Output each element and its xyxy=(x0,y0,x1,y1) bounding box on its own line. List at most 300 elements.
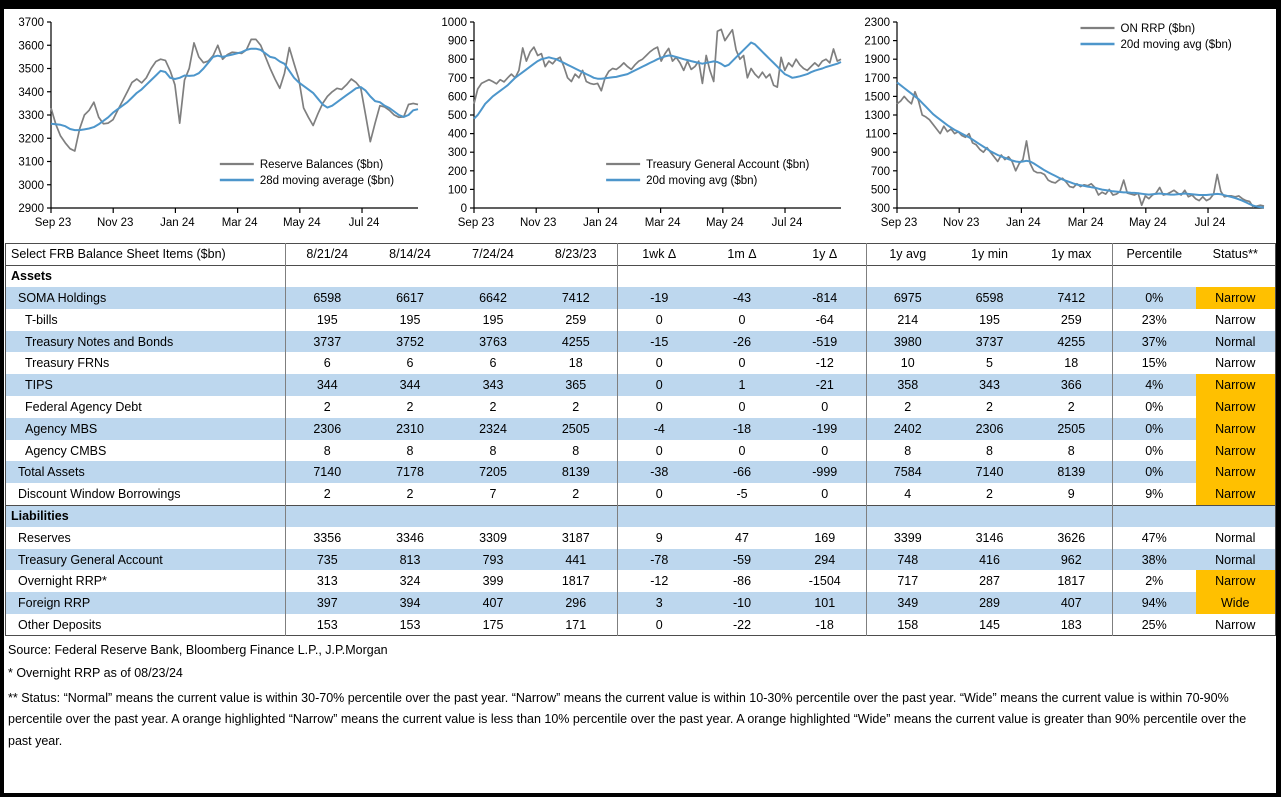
value-cell xyxy=(784,265,867,287)
value-cell xyxy=(949,265,1031,287)
value-cell: 399 xyxy=(482,574,504,589)
balance-sheet-table xyxy=(5,243,1276,636)
value-cell: 7140 xyxy=(286,461,369,483)
value-cell: 47 xyxy=(735,530,749,545)
value-cell: -18 xyxy=(815,617,834,632)
y-tick-label: 3700 xyxy=(18,17,44,29)
y-tick-label: 1500 xyxy=(864,91,890,104)
value-cell: 2306 xyxy=(286,418,369,440)
row-label: Federal Agency Debt xyxy=(25,399,142,414)
x-tick-label: Nov 23 xyxy=(942,217,980,229)
x-tick-label: Jan 24 xyxy=(583,217,618,229)
value-cell: 9 xyxy=(618,527,701,549)
value-cell: 344 xyxy=(369,374,452,396)
y-tick-label: 700 xyxy=(447,72,467,85)
value-cell: 3737 xyxy=(949,331,1031,353)
value-cell: 8 xyxy=(867,440,949,462)
header-1y-max: 1y max xyxy=(1051,247,1092,262)
x-tick-label: Sep 23 xyxy=(880,217,918,229)
legend-label: Reserve Balances ($bn) xyxy=(259,159,384,171)
value-cell: 8 xyxy=(572,443,580,458)
x-tick-label: May 24 xyxy=(282,217,321,229)
table-row xyxy=(6,614,1276,636)
value-cell: 3146 xyxy=(975,530,1004,545)
value-cell: -15 xyxy=(618,331,701,353)
value-cell: -64 xyxy=(815,312,834,327)
header-1wk-delta: 1wk Δ xyxy=(618,244,701,266)
value-cell xyxy=(286,505,369,527)
value-cell xyxy=(618,265,701,287)
row-label: Discount Window Borrowings xyxy=(18,486,181,501)
value-cell: 8 xyxy=(406,443,414,458)
value-cell: 2505 xyxy=(1031,418,1113,440)
status-cell: Narrow xyxy=(1215,617,1256,632)
value-cell: 18 xyxy=(568,356,583,371)
value-cell: 349 xyxy=(867,592,949,614)
value-cell: 366 xyxy=(1031,374,1113,396)
table-row xyxy=(6,461,1276,483)
value-cell: 2402 xyxy=(867,418,949,440)
value-cell: 397 xyxy=(286,592,369,614)
value-cell: 3356 xyxy=(286,527,369,549)
value-cell: 158 xyxy=(867,614,949,636)
row-label: T-bills xyxy=(25,312,58,327)
value-cell: 5 xyxy=(986,356,993,371)
value-cell xyxy=(369,265,452,287)
value-cell: 717 xyxy=(867,570,949,592)
legend-label: 20d moving avg ($bn) xyxy=(646,175,758,187)
table-row xyxy=(6,331,1276,353)
legend-label: Treasury General Account ($bn) xyxy=(646,159,810,171)
y-tick-label: 800 xyxy=(447,54,467,67)
value-cell: 0 xyxy=(618,483,701,505)
value-cell: 0 xyxy=(738,443,746,458)
value-cell: -59 xyxy=(701,549,784,571)
value-cell xyxy=(784,505,867,527)
status-cell xyxy=(1196,505,1276,527)
value-cell: 1817 xyxy=(561,574,590,589)
value-cell: 793 xyxy=(452,549,535,571)
value-cell: 1 xyxy=(701,374,784,396)
value-cell: 3737 xyxy=(286,331,369,353)
x-tick-label: Mar 24 xyxy=(221,217,258,229)
row-label: Other Deposits xyxy=(18,617,102,632)
value-cell: 6598 xyxy=(949,287,1031,309)
value-cell: 2 xyxy=(286,396,369,418)
row-label: Overnight RRP* xyxy=(18,574,107,589)
y-tick-label: 3100 xyxy=(18,156,44,169)
value-cell: 0 xyxy=(618,352,701,374)
percentile-cell: 0% xyxy=(1113,396,1196,418)
row-label: Treasury General Account xyxy=(6,549,286,571)
table-row xyxy=(6,352,1276,374)
value-cell: 8 xyxy=(986,443,993,458)
y-tick-label: 500 xyxy=(447,110,467,122)
status-cell: Normal xyxy=(1215,530,1256,545)
value-cell xyxy=(949,505,1031,527)
x-tick-label: May 24 xyxy=(1128,217,1167,229)
value-cell: 4255 xyxy=(1031,331,1113,353)
x-tick-label: Jul 24 xyxy=(771,217,803,229)
value-cell: 358 xyxy=(867,374,949,396)
value-cell: 7412 xyxy=(1031,287,1113,309)
value-cell: 3626 xyxy=(1057,530,1086,545)
y-tick-label: 1700 xyxy=(864,72,890,85)
value-cell: 4 xyxy=(867,483,949,505)
value-cell: 6 xyxy=(286,352,369,374)
value-cell: 313 xyxy=(286,570,369,592)
value-cell: 3763 xyxy=(452,331,535,353)
value-cell: 2 xyxy=(572,486,580,501)
value-cell: -999 xyxy=(784,461,867,483)
status-cell: Narrow xyxy=(1196,374,1276,396)
row-label: SOMA Holdings xyxy=(6,287,286,309)
y-tick-label: 3600 xyxy=(18,40,44,53)
value-cell: 2306 xyxy=(949,418,1031,440)
legend-label: 28d moving average ($bn) xyxy=(259,175,395,187)
status-cell: Narrow xyxy=(1196,287,1276,309)
value-cell xyxy=(701,505,784,527)
value-cell: -43 xyxy=(701,287,784,309)
value-cell xyxy=(1031,505,1113,527)
value-cell: 0 xyxy=(821,399,829,414)
row-label: Agency MBS xyxy=(6,418,286,440)
status-cell: Narrow xyxy=(1196,483,1276,505)
x-tick-label: Sep 23 xyxy=(34,217,72,229)
y-tick-label: 3400 xyxy=(18,86,44,99)
value-cell: 287 xyxy=(979,574,1000,589)
value-cell: 2505 xyxy=(535,418,618,440)
chart-svg-1 xyxy=(428,10,851,238)
value-cell: 8 xyxy=(1067,443,1075,458)
value-cell: 962 xyxy=(1031,549,1113,571)
table-row xyxy=(6,440,1276,462)
value-cell: 3 xyxy=(618,592,701,614)
percentile-cell: 25% xyxy=(1113,614,1196,636)
status-cell: Wide xyxy=(1196,592,1276,614)
header-1m-delta: 1m Δ xyxy=(727,247,757,262)
table-row xyxy=(6,396,1276,418)
percentile-cell xyxy=(1113,265,1196,287)
header-1y-avg: 1y avg xyxy=(867,244,949,266)
series-line xyxy=(897,82,1264,207)
status-definition-note: ** Status: “Normal” means the current value is within 30-70% percentile over the past year. “Narrow” means the current value is within 10-30% percentile over the past year. “Wide” means the current value is within 70-90% percentile over the past year. A orange highlighted “Narrow” means the current value is less than 10% percentile over the past year. A orange highlighted “Wide” means the current value is greater than 90% percentile over the past year. xyxy=(8,690,1247,749)
percentile-cell: 0% xyxy=(1113,440,1196,462)
value-cell: 394 xyxy=(369,592,452,614)
value-cell: 6642 xyxy=(452,287,535,309)
value-cell: 735 xyxy=(286,549,369,571)
value-cell: 7412 xyxy=(535,287,618,309)
value-cell: 416 xyxy=(949,549,1031,571)
table-row xyxy=(6,287,1276,309)
y-tick-label: 500 xyxy=(870,184,890,197)
header-date-1: 8/21/24 xyxy=(286,244,369,266)
chart-svg-2 xyxy=(851,10,1274,238)
value-cell: -12 xyxy=(618,570,701,592)
header-1y-min: 1y min xyxy=(971,247,1008,262)
y-tick-label: 400 xyxy=(447,128,467,141)
value-cell: 2 xyxy=(489,399,497,414)
y-tick-label: 2300 xyxy=(864,17,890,29)
header-status: Status** xyxy=(1212,247,1258,262)
value-cell: -21 xyxy=(784,374,867,396)
status-cell: Narrow xyxy=(1196,418,1276,440)
value-cell: 2 xyxy=(986,486,993,501)
status-cell: Narrow xyxy=(1196,440,1276,462)
value-cell: 195 xyxy=(399,312,421,327)
header-1y-delta: 1y Δ xyxy=(812,247,838,262)
charts-row xyxy=(5,10,1276,240)
value-cell: 407 xyxy=(452,592,535,614)
status-cell: Narrow xyxy=(1196,461,1276,483)
value-cell: -19 xyxy=(618,287,701,309)
value-cell: 365 xyxy=(535,374,618,396)
value-cell xyxy=(618,505,701,527)
value-cell: 289 xyxy=(949,592,1031,614)
value-cell: 0 xyxy=(738,356,746,371)
source-note: Source: Federal Reserve Bank, Bloomberg Finance L.P., J.P.Morgan xyxy=(8,643,388,658)
value-cell: 18 xyxy=(1064,356,1079,371)
value-cell: 0 xyxy=(618,374,701,396)
value-cell: 0 xyxy=(821,486,829,501)
row-label: Total Assets xyxy=(6,461,286,483)
value-cell xyxy=(286,265,369,287)
table-row xyxy=(6,549,1276,571)
value-cell: 0 xyxy=(738,399,746,414)
y-tick-label: 1900 xyxy=(864,54,890,67)
value-cell: 2 xyxy=(986,399,993,414)
value-cell: 3187 xyxy=(561,530,590,545)
x-tick-label: Jan 24 xyxy=(1006,217,1041,229)
x-tick-label: Jul 24 xyxy=(1194,217,1226,229)
value-cell: 3752 xyxy=(369,331,452,353)
value-cell xyxy=(452,505,535,527)
row-label: Treasury FRNs xyxy=(25,356,110,371)
value-cell: 2 xyxy=(406,486,414,501)
y-tick-label: 1100 xyxy=(865,128,890,141)
table-row xyxy=(6,418,1276,440)
table-row xyxy=(6,592,1276,614)
value-cell: -18 xyxy=(701,418,784,440)
row-label: Assets xyxy=(11,269,52,284)
value-cell: 343 xyxy=(949,374,1031,396)
value-cell: 195 xyxy=(979,312,1000,327)
value-cell: 4255 xyxy=(535,331,618,353)
chart-on-rrp xyxy=(851,10,1274,238)
value-cell: 2 xyxy=(1067,399,1075,414)
value-cell xyxy=(701,265,784,287)
series-line xyxy=(897,92,1264,207)
value-cell: -66 xyxy=(701,461,784,483)
y-tick-label: 0 xyxy=(460,203,467,215)
table-header-row xyxy=(6,244,1276,266)
value-cell: 0 xyxy=(618,440,701,462)
value-cell: -10 xyxy=(701,592,784,614)
value-cell: -78 xyxy=(618,549,701,571)
value-cell: 2 xyxy=(572,399,580,414)
status-cell xyxy=(1196,265,1276,287)
percentile-cell xyxy=(1113,505,1196,527)
value-cell: 153 xyxy=(399,617,421,632)
value-cell: -814 xyxy=(784,287,867,309)
value-cell: 7178 xyxy=(369,461,452,483)
value-cell: 6617 xyxy=(369,287,452,309)
table-row xyxy=(6,570,1276,592)
value-cell: 7140 xyxy=(949,461,1031,483)
value-cell: 9 xyxy=(1067,486,1075,501)
value-cell: -1504 xyxy=(808,574,841,589)
y-tick-label: 3000 xyxy=(18,179,44,192)
value-cell: 344 xyxy=(286,374,369,396)
y-tick-label: 600 xyxy=(447,91,467,104)
header-percentile: Percentile xyxy=(1113,244,1196,266)
value-cell: 7 xyxy=(489,486,497,501)
percentile-cell: 47% xyxy=(1113,527,1196,549)
value-cell: -38 xyxy=(618,461,701,483)
value-cell: 3399 xyxy=(867,527,949,549)
value-cell: 8 xyxy=(489,443,497,458)
y-tick-label: 300 xyxy=(870,203,890,215)
row-label: Liabilities xyxy=(6,505,286,527)
value-cell: 145 xyxy=(979,617,1000,632)
y-tick-label: 100 xyxy=(447,184,467,197)
value-cell: 2 xyxy=(867,396,949,418)
chart-svg-0 xyxy=(5,10,428,238)
footnotes xyxy=(5,636,1276,753)
value-cell: 296 xyxy=(535,592,618,614)
value-cell: -26 xyxy=(701,331,784,353)
x-tick-label: Mar 24 xyxy=(1067,217,1104,229)
x-tick-label: Sep 23 xyxy=(457,217,495,229)
value-cell: 6 xyxy=(489,356,497,371)
value-cell: 1817 xyxy=(1057,574,1086,589)
table-row xyxy=(6,309,1276,331)
value-cell xyxy=(535,265,618,287)
value-cell: 195 xyxy=(482,312,504,327)
value-cell: -22 xyxy=(732,617,752,632)
value-cell xyxy=(867,265,949,287)
value-cell: -86 xyxy=(732,574,752,589)
y-tick-label: 2100 xyxy=(864,35,890,48)
row-label: Foreign RRP xyxy=(6,592,286,614)
value-cell: 0 xyxy=(821,443,829,458)
y-tick-label: 3300 xyxy=(18,110,44,122)
row-label: Agency CMBS xyxy=(25,443,107,458)
x-tick-label: Nov 23 xyxy=(96,217,134,229)
value-cell: 3346 xyxy=(396,530,424,545)
header-items-label: Select FRB Balance Sheet Items ($bn) xyxy=(11,247,226,262)
x-tick-label: Jul 24 xyxy=(348,217,380,229)
y-tick-label: 300 xyxy=(447,147,467,160)
y-tick-label: 700 xyxy=(870,165,890,178)
value-cell: 153 xyxy=(286,614,369,636)
status-cell: Narrow xyxy=(1215,356,1256,371)
value-cell: 324 xyxy=(399,574,421,589)
value-cell: 8139 xyxy=(1031,461,1113,483)
status-cell: Narrow xyxy=(1215,312,1256,327)
value-cell: 7205 xyxy=(452,461,535,483)
percentile-cell: 9% xyxy=(1113,483,1196,505)
value-cell: 259 xyxy=(1060,312,1082,327)
percentile-cell: 0% xyxy=(1113,418,1196,440)
row-label: Reserves xyxy=(18,530,71,545)
value-cell: 407 xyxy=(1031,592,1113,614)
y-tick-label: 200 xyxy=(447,165,467,178)
value-cell: 3980 xyxy=(867,331,949,353)
value-cell: 6 xyxy=(406,356,414,371)
value-cell xyxy=(867,505,949,527)
value-cell: 195 xyxy=(286,309,369,331)
value-cell: 7584 xyxy=(867,461,949,483)
value-cell: 10 xyxy=(867,352,949,374)
percentile-cell: 38% xyxy=(1113,549,1196,571)
percentile-cell: 0% xyxy=(1113,287,1196,309)
header-date-3: 7/24/24 xyxy=(472,247,514,262)
value-cell: 0 xyxy=(738,312,746,327)
value-cell: 2310 xyxy=(369,418,452,440)
value-cell: 169 xyxy=(814,530,836,545)
table-row xyxy=(6,374,1276,396)
percentile-cell: 23% xyxy=(1113,309,1196,331)
value-cell: 441 xyxy=(535,549,618,571)
value-cell: 0 xyxy=(618,396,701,418)
value-cell: 6598 xyxy=(286,287,369,309)
x-tick-label: Mar 24 xyxy=(644,217,681,229)
header-date-2: 8/14/24 xyxy=(389,247,431,262)
value-cell: -12 xyxy=(815,356,834,371)
value-cell: 259 xyxy=(565,312,587,327)
percentile-cell: 2% xyxy=(1113,570,1196,592)
y-tick-label: 900 xyxy=(447,35,467,48)
value-cell: 8 xyxy=(286,440,369,462)
table-row xyxy=(6,527,1276,549)
percentile-cell: 94% xyxy=(1113,592,1196,614)
y-tick-label: 2900 xyxy=(18,203,44,215)
value-cell: -199 xyxy=(784,418,867,440)
chart-treasury-general-account xyxy=(428,10,851,238)
x-tick-label: Nov 23 xyxy=(519,217,557,229)
value-cell: -5 xyxy=(736,486,748,501)
section-row xyxy=(6,265,1276,287)
value-cell: 101 xyxy=(784,592,867,614)
y-tick-label: 3500 xyxy=(18,63,44,76)
value-cell: 171 xyxy=(565,617,587,632)
value-cell: 813 xyxy=(369,549,452,571)
percentile-cell: 4% xyxy=(1113,374,1196,396)
value-cell: 2 xyxy=(406,399,414,414)
header-date-4: 8/23/23 xyxy=(554,247,597,262)
chart-reserve-balances xyxy=(5,10,428,238)
value-cell xyxy=(535,505,618,527)
y-tick-label: 1300 xyxy=(864,110,890,122)
value-cell xyxy=(369,505,452,527)
percentile-cell: 37% xyxy=(1113,331,1196,353)
status-cell: Narrow xyxy=(1196,396,1276,418)
section-row xyxy=(6,505,1276,527)
value-cell: 294 xyxy=(784,549,867,571)
legend-label: 20d moving avg ($bn) xyxy=(1120,39,1232,51)
value-cell: 2324 xyxy=(452,418,535,440)
series-line xyxy=(51,39,418,151)
value-cell: 183 xyxy=(1060,617,1082,632)
value-cell xyxy=(1031,265,1113,287)
legend-label: ON RRP ($bn) xyxy=(1120,23,1196,35)
value-cell: 0 xyxy=(618,309,701,331)
series-line xyxy=(51,49,418,130)
value-cell: 6975 xyxy=(867,287,949,309)
row-label: TIPS xyxy=(6,374,286,396)
value-cell: 748 xyxy=(867,549,949,571)
